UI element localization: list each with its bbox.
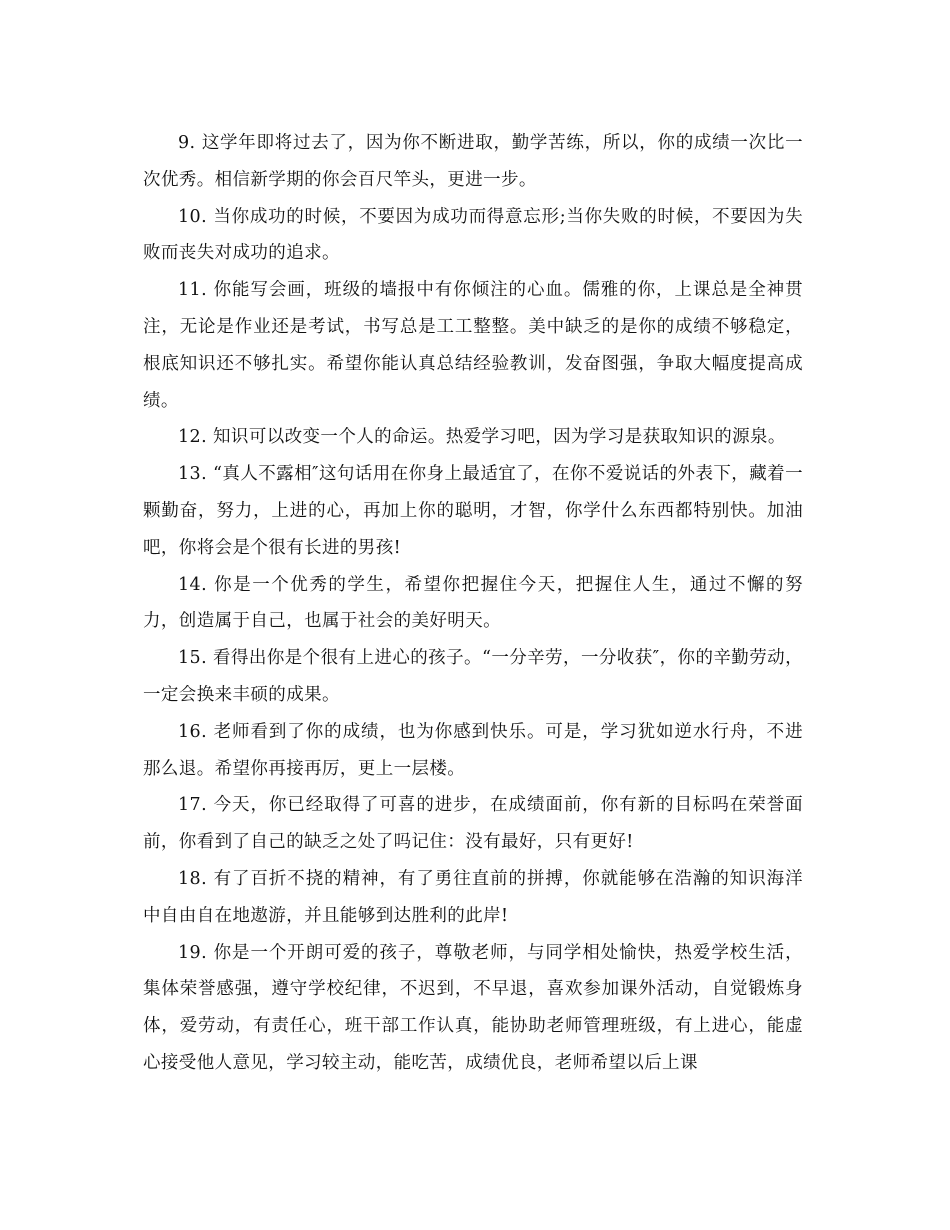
- paragraph-11: [143, 272, 803, 419]
- paragraph-text: 这学年即将过去了，因为你不断进取，勤学苦练，所以，你的成绩一次比一次优秀。相信新学期的你会百尺竿头，更进一步。: [143, 133, 803, 190]
- paragraph-text: 你是一个开朗可爱的孩子，尊敬老师，与同学相处愉快，热爱学校生活，集体荣誉感强，遵守学校纪律，不迟到，不早退，喜欢参加课外活动，自觉锻炼身体，爱劳动，有责任心，班干部工作认真，能协助老师管理班级，有上进心，能虚心接受他人意见，学习较主动，能吃苦，成绩优良，老师希望以后上课: [143, 942, 803, 1073]
- paragraph-13: [143, 456, 803, 566]
- paragraph-number: 9.: [178, 133, 196, 153]
- paragraph-number: 16.: [178, 721, 208, 742]
- paragraph-number: 13.: [178, 464, 208, 485]
- paragraph-text: 有了百折不挠的精神，有了勇往直前的拼搏，你就能够在浩瀚的知识海洋中自由自在地遨游，并且能够到达胜利的此岸!: [143, 868, 803, 926]
- paragraph-text: 知识可以改变一个人的命运。热爱学习吧，因为学习是获取知识的源泉。: [213, 427, 786, 448]
- paragraph-9: [143, 125, 803, 199]
- paragraph-19: [143, 935, 803, 1082]
- paragraph-10: [143, 199, 803, 273]
- paragraph-number: 15.: [178, 648, 208, 669]
- document-body: [143, 125, 803, 1082]
- paragraph-number: 18.: [178, 868, 208, 889]
- paragraph-text: 老师看到了你的成绩，也为你感到快乐。可是，学习犹如逆水行舟，不进那么退。希望你再接再厉，更上一层楼。: [143, 721, 803, 779]
- paragraph-text: 今天，你已经取得了可喜的进步，在成绩面前，你有新的目标吗在荣誉面前，你看到了自己的缺乏之处了吗记住：没有最好，只有更好!: [143, 795, 803, 853]
- paragraph-number: 19.: [178, 942, 208, 963]
- paragraph-12: [143, 419, 803, 456]
- paragraph-number: 11.: [178, 280, 208, 301]
- paragraph-17: [143, 787, 803, 861]
- paragraph-15: [143, 640, 803, 714]
- paragraph-number: 14.: [178, 574, 208, 595]
- paragraph-number: 10.: [178, 206, 208, 227]
- paragraph-text: 你是一个优秀的学生，希望你把握住今天，把握住人生，通过不懈的努力，创造属于自己，也属于社会的美好明天。: [143, 574, 803, 632]
- paragraph-number: 12.: [178, 427, 208, 448]
- paragraph-text: 你能写会画，班级的墙报中有你倾注的心血。儒雅的你，上课总是全神贯注，无论是作业还是考试，书写总是工工整整。美中缺乏的是你的成绩不够稳定，根底知识还不够扎实。希望你能认真总结经验教训，发奋图强，争取大幅度提高成绩。: [143, 280, 803, 411]
- paragraph-14: [143, 567, 803, 641]
- paragraph-text: 当你成功的时候，不要因为成功而得意忘形;当你失败的时候，不要因为失败而丧失对成功的追求。: [143, 206, 803, 264]
- paragraph-16: [143, 714, 803, 788]
- paragraph-number: 17.: [178, 795, 208, 816]
- paragraph-text: “真人不露相″这句话用在你身上最适宜了，在你不爱说话的外表下，藏着一颗勤奋，努力，上进的心，再加上你的聪明，才智，你学什么东西都特别快。加油吧，你将会是个很有长进的男孩!: [143, 464, 803, 558]
- paragraph-18: [143, 861, 803, 935]
- paragraph-text: 看得出你是个很有上进心的孩子。“一分辛劳，一分收获″，你的辛勤劳动，一定会换来丰硕的成果。: [143, 648, 803, 705]
